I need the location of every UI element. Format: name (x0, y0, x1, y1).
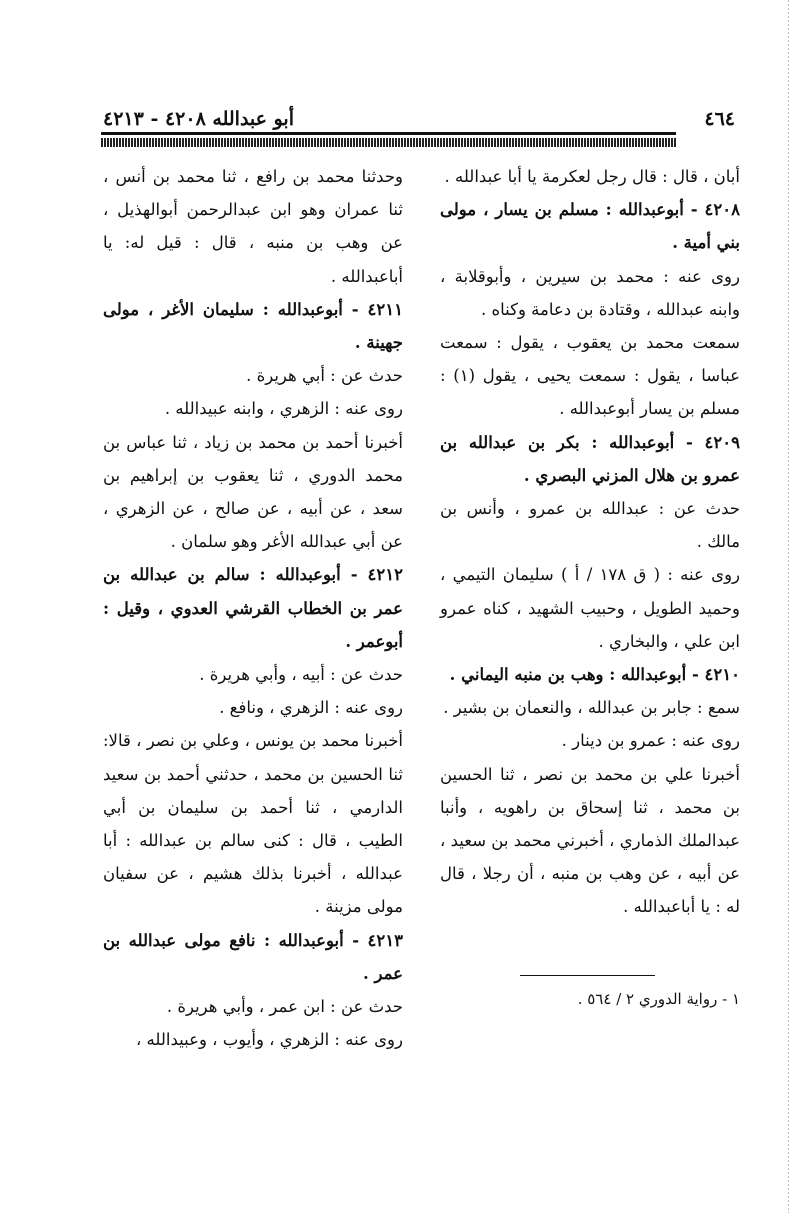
paragraph: أخبرنا أحمد بن محمد بن زياد ، ثنا عباس بن محمد الدوري ، ثنا يعقوب بن إبراهيم بن سعد ، عن أبيه ، عن صالح ، عن الزهري ، عن أبي عبدالله الأغر وهو سلمان . (103, 432, 403, 552)
paragraph: حدث عن : عبدالله بن عمرو ، وأنس بن مالك . (440, 499, 740, 552)
entry-heading: ٤٢٠٩ - أبوعبدالله : بكر بن عبدالله بن عمرو بن هلال المزني البصري . (440, 432, 740, 485)
paragraph: روى عنه : محمد بن سيرين ، وأبوقلابة ، وابنه عبدالله ، وقتادة بن دعامة وكناه . (440, 266, 740, 319)
entry-heading: ٤٢١٣ - أبوعبدالله : نافع مولى عبدالله بن عمر . (103, 930, 403, 983)
paragraph: روى عنه : الزهري ، وابنه عبيدالله . (164, 399, 403, 419)
footnote-rule (520, 975, 655, 976)
header-title: أبو عبدالله (212, 108, 294, 130)
paragraph: روى عنه : الزهري ، وأيوب ، وعبيدالله ، (135, 1030, 403, 1050)
paragraph: أبان ، قال : قال رجل لعكرمة يا أبا عبدالله . (444, 167, 740, 186)
right-column (440, 160, 740, 924)
paragraph: وحدثنا محمد بن رافع ، ثنا محمد بن أنس ، ثنا عمران وهو ابن عبدالرحمن أبوالهذيل ، عن وهب بن منبه ، قال : قيل له: يا أباعبدالله . (103, 167, 403, 286)
paragraph: حدث عن : أبيه ، وأبي هريرة . (199, 665, 403, 685)
footnote: ١ - رواية الدوري ٢ / ٥٦٤ . (577, 990, 740, 1008)
header-range: ٤٢٠٨ - ٤٢١٣ (103, 108, 206, 130)
paragraph: سمعت محمد بن يعقوب ، يقول : سمعت عباسا ، يقول : سمعت يحيى ، يقول (١) : مسلم بن يسار أبوعبدالله . (440, 333, 740, 419)
header-hatched-rule (101, 138, 676, 147)
paragraph: روى عنه : الزهري ، ونافع . (219, 698, 403, 718)
running-header (103, 108, 294, 130)
paragraph: روى عنه : ( ق ١٧٨ / أ ) سليمان التيمي ، وحميد الطويل ، وحبيب الشهيد ، كناه عمرو ابن علي ، والبخاري . (440, 565, 741, 651)
paragraph: حدث عن : أبي هريرة . (246, 366, 403, 386)
page-number-header (704, 108, 735, 130)
paragraph: حدث عن : ابن عمر ، وأبي هريرة . (166, 997, 403, 1017)
entry-heading: ٤٢١١ - أبوعبدالله : سليمان الأغر ، مولى جهينة . (103, 299, 403, 353)
paragraph: سمع : جابر بن عبدالله ، والنعمان بن بشير . (443, 698, 740, 718)
entry-heading: ٤٢٠٨ - أبوعبدالله : مسلم بن يسار ، مولى بني أمية . (440, 200, 740, 253)
paragraph: أخبرنا محمد بن يونس ، وعلي بن نصر ، قالا: ثنا الحسين بن محمد ، حدثني أحمد بن سعيد الدارمي ، ثنا أحمد بن سليمان بن أبي الطيب ، قال : كنى سالم بن عبدالله : أبا عبدالله ، أخبرنا بذلك هشيم ، عن سفيان مولى مزينة . (103, 731, 403, 917)
entry-heading: ٤٢١٢ - أبوعبدالله : سالم بن عبدالله بن عمر بن الخطاب القرشي العدوي ، وقيل : أبوعمر . (103, 565, 403, 651)
paragraph: أخبرنا علي بن محمد بن نصر ، ثنا الحسين بن محمد ، ثنا إسحاق بن راهويه ، وأنبا عبدالملك الذماري ، أخبرني محمد بن سعيد ، عن أبيه ، عن وهب بن منبه ، أن رجلا ، قال له : يا أباعبدالله . (440, 764, 740, 917)
left-column (103, 160, 403, 1056)
entry-heading: ٤٢١٠ - أبوعبدالله : وهب بن منبه اليماني . (449, 665, 740, 685)
header-rule (101, 132, 676, 135)
page-edge-line (788, 0, 789, 1213)
paragraph: روى عنه : عمرو بن دينار . (561, 731, 740, 751)
page-number: ٤٦٤ (704, 108, 735, 130)
